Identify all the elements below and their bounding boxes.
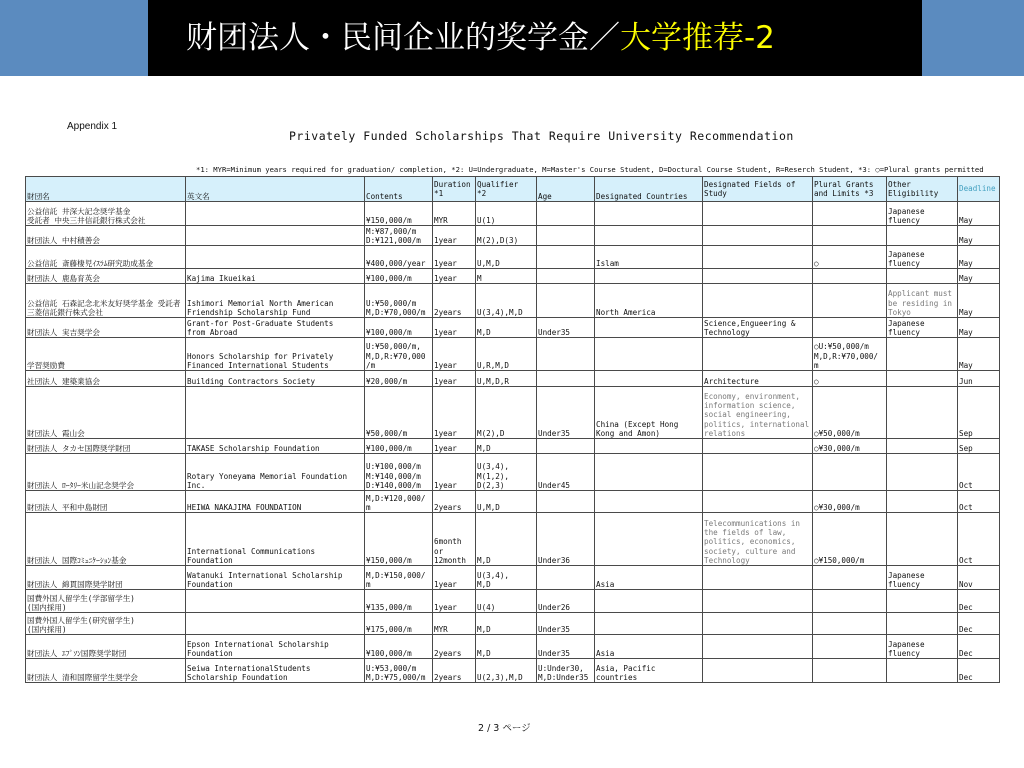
cell-foundation-en: TAKASE Scholarship Foundation xyxy=(186,439,365,454)
cell-foundation-en: Rotary Yoneyama Memorial Foundation Inc. xyxy=(186,454,365,491)
cell-plural-grants xyxy=(813,202,887,226)
cell-countries: China (Except Hong Kong and Amon) xyxy=(595,387,703,439)
cell-fields xyxy=(703,269,813,284)
cell-age: Under35 xyxy=(537,387,595,439)
cell-age xyxy=(537,491,595,513)
cell-eligibility xyxy=(887,491,958,513)
cell-deadline: May xyxy=(958,202,1000,226)
cell-duration: 1year xyxy=(433,371,476,387)
slide-title-main: 财团法人・民间企业的奖学金／ xyxy=(186,20,620,56)
header-deadline: Deadline xyxy=(958,177,1000,202)
cell-qualifier: U(3,4),M,D xyxy=(476,284,537,318)
table-row xyxy=(26,269,1000,284)
cell-foundation-en: HEIWA NAKAJIMA FOUNDATION xyxy=(186,491,365,513)
cell-deadline: Dec xyxy=(958,659,1000,683)
cell-contents: ¥150,000/m xyxy=(365,202,433,226)
cell-deadline: May xyxy=(958,338,1000,371)
table-row xyxy=(26,246,1000,269)
cell-foundation-jp: 財団法人 平和中島財団 xyxy=(26,491,186,513)
cell-duration: 2years xyxy=(433,284,476,318)
cell-countries xyxy=(595,513,703,566)
cell-plural-grants: ○¥30,000/m xyxy=(813,439,887,454)
header-age: Age xyxy=(537,177,595,202)
cell-contents: ¥100,000/m xyxy=(365,635,433,659)
cell-age xyxy=(537,269,595,284)
cell-plural-grants xyxy=(813,318,887,338)
cell-deadline: Oct xyxy=(958,454,1000,491)
cell-plural-grants xyxy=(813,269,887,284)
cell-fields xyxy=(703,246,813,269)
cell-age: Under35 xyxy=(537,613,595,635)
cell-foundation-en: Honors Scholarship for Privately Financed International Students xyxy=(186,338,365,371)
cell-qualifier: U(1) xyxy=(476,202,537,226)
cell-plural-grants xyxy=(813,454,887,491)
cell-foundation-en xyxy=(186,613,365,635)
table-row xyxy=(26,513,1000,566)
cell-countries: Asia xyxy=(595,635,703,659)
cell-foundation-jp: 公益信託 井深大記念奨学基金 受託者 中央三井信託銀行株式会社 xyxy=(26,202,186,226)
cell-qualifier: U(3,4), M,D xyxy=(476,566,537,590)
appendix-label: Appendix 1 xyxy=(67,121,118,132)
cell-foundation-jp: 財団法人 中村積善会 xyxy=(26,226,186,246)
cell-qualifier: M,D xyxy=(476,318,537,338)
cell-qualifier: U,M,D xyxy=(476,491,537,513)
cell-plural-grants: ○¥50,000/m xyxy=(813,387,887,439)
cell-foundation-en xyxy=(186,226,365,246)
cell-contents: ¥20,000/m xyxy=(365,371,433,387)
table-row xyxy=(26,454,1000,491)
cell-contents: M,D:¥120,000/ m xyxy=(365,491,433,513)
cell-foundation-jp: 公益信託 石森記念北米友好奨学基金 受託者 三菱信託銀行株式会社 xyxy=(26,284,186,318)
cell-plural-grants xyxy=(813,226,887,246)
cell-eligibility xyxy=(887,513,958,566)
cell-countries xyxy=(595,269,703,284)
cell-duration: 2years xyxy=(433,659,476,683)
cell-plural-grants: ○U:¥50,000/m M,D,R:¥70,000/ m xyxy=(813,338,887,371)
cell-fields xyxy=(703,439,813,454)
cell-countries xyxy=(595,454,703,491)
cell-countries xyxy=(595,371,703,387)
table-row xyxy=(26,387,1000,439)
cell-contents: ¥100,000/m xyxy=(365,318,433,338)
cell-plural-grants: ○¥30,000/m xyxy=(813,491,887,513)
cell-qualifier: U(3,4), M(1,2), D(2,3) xyxy=(476,454,537,491)
cell-foundation-en xyxy=(186,202,365,226)
cell-age: Under36 xyxy=(537,513,595,566)
header-foundation-en: 英文名 xyxy=(186,177,365,202)
table-row xyxy=(26,613,1000,635)
header-countries: Designated Countries xyxy=(595,177,703,202)
cell-qualifier: U,M,D xyxy=(476,246,537,269)
cell-contents: ¥100,000/m xyxy=(365,269,433,284)
table-row xyxy=(26,439,1000,454)
header-eligibility: Other Eligibility xyxy=(887,177,958,202)
cell-contents: U:¥53,000/m M,D:¥75,000/m xyxy=(365,659,433,683)
cell-duration: 1year xyxy=(433,318,476,338)
cell-age: Under35 xyxy=(537,635,595,659)
cell-fields: Architecture xyxy=(703,371,813,387)
table-row xyxy=(26,318,1000,338)
cell-age xyxy=(537,371,595,387)
cell-qualifier: M,D xyxy=(476,513,537,566)
slide-title xyxy=(148,0,922,76)
cell-foundation-jp: 財団法人 鹿島育英会 xyxy=(26,269,186,284)
cell-contents: ¥400,000/year xyxy=(365,246,433,269)
cell-contents: U:¥50,000/m M,D:¥70,000/m xyxy=(365,284,433,318)
cell-countries xyxy=(595,202,703,226)
cell-fields xyxy=(703,284,813,318)
cell-foundation-jp: 財団法人 ﾛｰﾀﾘｰ米山記念奨学会 xyxy=(26,454,186,491)
cell-foundation-en: Watanuki International Scholarship Foundation xyxy=(186,566,365,590)
cell-qualifier: M(2),D(3) xyxy=(476,226,537,246)
cell-deadline: Oct xyxy=(958,491,1000,513)
cell-fields: Telecommunications in the fields of law, politics, economics, society, culture and Technology xyxy=(703,513,813,566)
cell-age: Under26 xyxy=(537,590,595,613)
slide-title-highlight: 大学推荐-2 xyxy=(620,20,775,56)
cell-duration: 1year xyxy=(433,590,476,613)
cell-foundation-en: Seiwa InternationalStudents Scholarship Foundation xyxy=(186,659,365,683)
table-row xyxy=(26,491,1000,513)
cell-plural-grants xyxy=(813,659,887,683)
cell-duration: MYR xyxy=(433,202,476,226)
cell-countries xyxy=(595,439,703,454)
cell-contents: U:¥100,000/m M:¥140,000/m D:¥140,000/m xyxy=(365,454,433,491)
cell-fields xyxy=(703,454,813,491)
cell-contents: ¥175,000/m xyxy=(365,613,433,635)
cell-plural-grants xyxy=(813,566,887,590)
cell-qualifier: M(2),D xyxy=(476,387,537,439)
cell-foundation-jp: 国費外国人留学生(研究留学生) (国内採用) xyxy=(26,613,186,635)
cell-age: Under45 xyxy=(537,454,595,491)
cell-eligibility xyxy=(887,387,958,439)
cell-fields: Science,Engueering & Technology xyxy=(703,318,813,338)
cell-duration: 6month or 12month xyxy=(433,513,476,566)
cell-countries: Asia, Pacific countries xyxy=(595,659,703,683)
cell-fields xyxy=(703,659,813,683)
cell-contents: ¥50,000/m xyxy=(365,387,433,439)
cell-plural-grants xyxy=(813,590,887,613)
cell-eligibility xyxy=(887,454,958,491)
cell-plural-grants xyxy=(813,635,887,659)
cell-deadline: Dec xyxy=(958,590,1000,613)
table-row xyxy=(26,226,1000,246)
header-fields: Designated Fields of Study xyxy=(703,177,813,202)
table-row xyxy=(26,566,1000,590)
cell-plural-grants: ○ xyxy=(813,371,887,387)
cell-age xyxy=(537,439,595,454)
cell-qualifier: U,R,M,D xyxy=(476,338,537,371)
cell-foundation-jp: 国費外国人留学生(学部留学生) (国内採用) xyxy=(26,590,186,613)
cell-foundation-jp: 財団法人 霞山会 xyxy=(26,387,186,439)
table-row xyxy=(26,590,1000,613)
cell-qualifier: M,D xyxy=(476,613,537,635)
cell-eligibility xyxy=(887,371,958,387)
cell-eligibility: Applicant must be residing in Tokyo xyxy=(887,284,958,318)
cell-age: Under35 xyxy=(537,318,595,338)
cell-deadline: Sep xyxy=(958,387,1000,439)
cell-deadline: Dec xyxy=(958,635,1000,659)
cell-eligibility xyxy=(887,613,958,635)
cell-foundation-en: International Communications Foundation xyxy=(186,513,365,566)
cell-duration: 2years xyxy=(433,635,476,659)
table-row xyxy=(26,338,1000,371)
cell-qualifier: M,D xyxy=(476,635,537,659)
cell-duration: MYR xyxy=(433,613,476,635)
cell-foundation-jp: 公益信託 斎藤棲児ｲｽﾗﾑ研究助成基金 xyxy=(26,246,186,269)
cell-eligibility xyxy=(887,269,958,284)
cell-eligibility: Japanese fluency xyxy=(887,635,958,659)
cell-contents: ¥135,000/m xyxy=(365,590,433,613)
cell-deadline: May xyxy=(958,284,1000,318)
cell-deadline: Oct xyxy=(958,513,1000,566)
cell-foundation-jp: 財団法人 ｴﾌﾟｿﾝ国際奨学財団 xyxy=(26,635,186,659)
header-duration: Duration *1 xyxy=(433,177,476,202)
cell-plural-grants xyxy=(813,613,887,635)
cell-eligibility: Japanese fluency xyxy=(887,246,958,269)
cell-foundation-en: Epson International Scholarship Foundation xyxy=(186,635,365,659)
cell-contents: ¥100,000/m xyxy=(365,439,433,454)
cell-contents: ¥150,000/m xyxy=(365,513,433,566)
cell-countries xyxy=(595,590,703,613)
header-band-left xyxy=(0,0,148,76)
cell-foundation-jp: 学習奨励費 xyxy=(26,338,186,371)
cell-foundation-jp: 財団法人 綿貫国際奨学財団 xyxy=(26,566,186,590)
document-title: Privately Funded Scholarships That Require University Recommendation xyxy=(289,129,794,143)
cell-fields: Economy, environment, information science, social engineering, politics, international relations xyxy=(703,387,813,439)
header-contents: Contents xyxy=(365,177,433,202)
cell-deadline: Sep xyxy=(958,439,1000,454)
cell-age: U:Under30, M,D:Under35 xyxy=(537,659,595,683)
table-row xyxy=(26,371,1000,387)
cell-eligibility xyxy=(887,338,958,371)
table-row xyxy=(26,659,1000,683)
cell-age xyxy=(537,202,595,226)
cell-deadline: Nov xyxy=(958,566,1000,590)
cell-age xyxy=(537,226,595,246)
header-band-right xyxy=(922,0,1024,76)
cell-countries xyxy=(595,491,703,513)
cell-plural-grants: ○ xyxy=(813,246,887,269)
cell-foundation-jp: 社団法人 建築業協会 xyxy=(26,371,186,387)
cell-age xyxy=(537,338,595,371)
cell-foundation-en: Kajima Ikueikai xyxy=(186,269,365,284)
table-header-row xyxy=(26,177,1000,202)
table-row xyxy=(26,284,1000,318)
cell-foundation-en: Ishimori Memorial North American Friendship Scholarship Fund xyxy=(186,284,365,318)
cell-eligibility: Japanese fluency xyxy=(887,566,958,590)
cell-eligibility xyxy=(887,226,958,246)
table-row xyxy=(26,202,1000,226)
cell-duration: 1year xyxy=(433,387,476,439)
cell-eligibility: Japanese fluency xyxy=(887,318,958,338)
cell-qualifier: U(4) xyxy=(476,590,537,613)
scholarship-table xyxy=(25,176,1000,683)
cell-age xyxy=(537,566,595,590)
cell-countries xyxy=(595,226,703,246)
cell-foundation-en xyxy=(186,590,365,613)
cell-duration: 1year xyxy=(433,338,476,371)
cell-countries xyxy=(595,338,703,371)
cell-foundation-jp: 財団法人 清和国際留学生奨学会 xyxy=(26,659,186,683)
cell-duration: 1year xyxy=(433,439,476,454)
cell-foundation-en: Building Contractors Society xyxy=(186,371,365,387)
table-row xyxy=(26,635,1000,659)
cell-foundation-jp: 財団法人 国際ｺﾐｭﾆｹｰｼｮﾝ基金 xyxy=(26,513,186,566)
footnote: *1: MYR=Minimum years required for graduation/ completion, *2: U=Undergraduate, M=Master's Course Student, D=Doctural Course Student, R=Reserch Student, *3: ○=Plural grants permitted xyxy=(196,165,984,174)
cell-deadline: May xyxy=(958,246,1000,269)
cell-fields xyxy=(703,613,813,635)
cell-qualifier: M,D xyxy=(476,439,537,454)
cell-fields xyxy=(703,338,813,371)
cell-duration: 1year xyxy=(433,246,476,269)
cell-duration: 1year xyxy=(433,269,476,284)
cell-fields xyxy=(703,491,813,513)
cell-countries: North America xyxy=(595,284,703,318)
cell-duration: 1year xyxy=(433,454,476,491)
header-qualifier: Qualifier *2 xyxy=(476,177,537,202)
cell-fields xyxy=(703,635,813,659)
page-number: 2 / 3 ページ xyxy=(478,723,531,734)
cell-qualifier: U,M,D,R xyxy=(476,371,537,387)
cell-foundation-en xyxy=(186,246,365,269)
cell-duration: 2years xyxy=(433,491,476,513)
header-foundation-jp: 財団名 xyxy=(26,177,186,202)
header-plural-grants: Plural Grants and Limits *3 xyxy=(813,177,887,202)
cell-deadline: Dec xyxy=(958,613,1000,635)
cell-age xyxy=(537,284,595,318)
cell-fields xyxy=(703,566,813,590)
cell-foundation-jp: 財団法人 実吉奨学会 xyxy=(26,318,186,338)
cell-eligibility xyxy=(887,439,958,454)
cell-deadline: May xyxy=(958,226,1000,246)
cell-qualifier: M xyxy=(476,269,537,284)
cell-plural-grants xyxy=(813,284,887,318)
cell-countries xyxy=(595,318,703,338)
cell-foundation-en xyxy=(186,387,365,439)
table-body xyxy=(26,202,1000,683)
cell-deadline: Jun xyxy=(958,371,1000,387)
cell-countries: Asia xyxy=(595,566,703,590)
cell-contents: M,D:¥150,000/ m xyxy=(365,566,433,590)
cell-eligibility: Japanese fluency xyxy=(887,202,958,226)
cell-plural-grants: ○¥150,000/m xyxy=(813,513,887,566)
cell-contents: M:¥87,000/m D:¥121,000/m xyxy=(365,226,433,246)
cell-deadline: May xyxy=(958,269,1000,284)
cell-countries: Islam xyxy=(595,246,703,269)
cell-eligibility xyxy=(887,659,958,683)
cell-qualifier: U(2,3),M,D xyxy=(476,659,537,683)
cell-age xyxy=(537,246,595,269)
cell-contents: U:¥50,000/m, M,D,R:¥70,000 /m xyxy=(365,338,433,371)
cell-fields xyxy=(703,226,813,246)
cell-fields xyxy=(703,590,813,613)
cell-duration: 1year xyxy=(433,566,476,590)
cell-duration: 1year xyxy=(433,226,476,246)
cell-countries xyxy=(595,613,703,635)
cell-deadline: May xyxy=(958,318,1000,338)
cell-eligibility xyxy=(887,590,958,613)
cell-foundation-jp: 財団法人 タカセ国際奨学財団 xyxy=(26,439,186,454)
cell-fields xyxy=(703,202,813,226)
cell-foundation-en: Grant-for Post-Graduate Students from Abroad xyxy=(186,318,365,338)
